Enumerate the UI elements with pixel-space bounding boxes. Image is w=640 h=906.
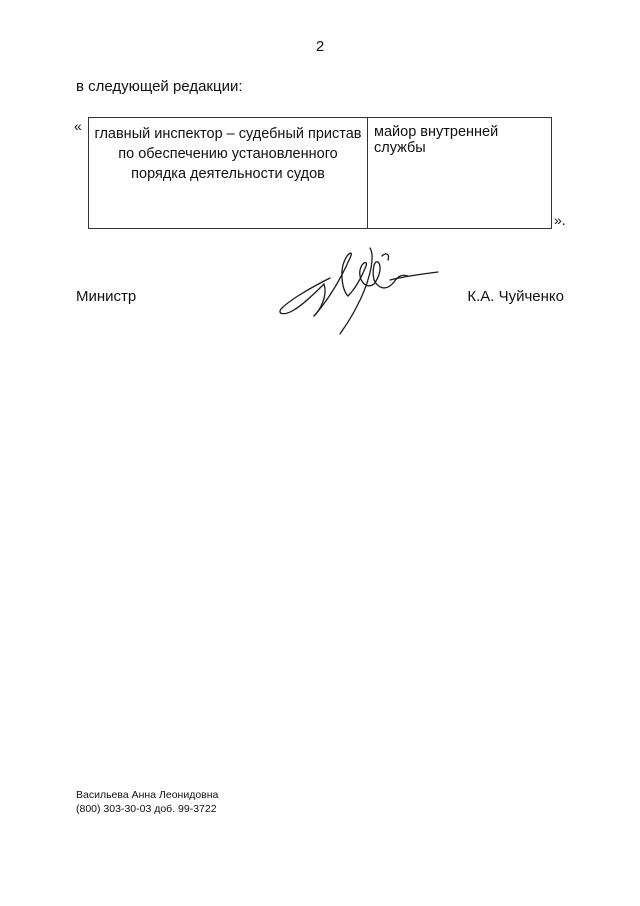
handwritten-signature xyxy=(270,236,450,346)
executor-name: Васильева Анна Леонидовна xyxy=(76,789,219,801)
page-number: 2 xyxy=(315,38,325,55)
rank-cell: майор внутренней службы xyxy=(374,124,499,156)
signatory-title: Министр xyxy=(76,288,137,305)
executor-info xyxy=(76,788,218,816)
signatory-name: К.А. Чуйченко xyxy=(467,288,564,305)
closing-quote: ». xyxy=(554,212,566,228)
position-title-cell: главный инспектор – судебный пристав по обеспечению установленного порядка деятельности судов xyxy=(89,118,368,228)
opening-quote: « xyxy=(74,118,82,134)
position-table xyxy=(88,117,552,229)
intro-text: в следующей редакции: xyxy=(76,78,243,95)
executor-phone: (800) 303-30-03 доб. 99-3722 xyxy=(76,803,217,815)
